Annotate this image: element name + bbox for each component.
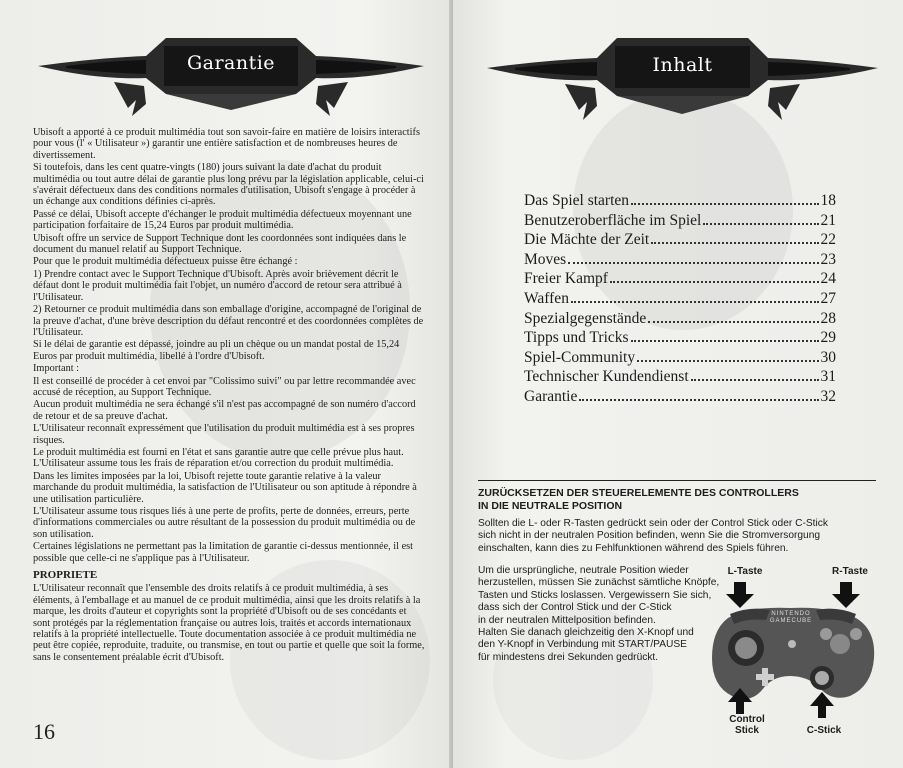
- toc-entry[interactable]: [524, 270, 836, 290]
- toc-entry-title: Waffen: [524, 289, 569, 307]
- warranty-paragraph: L'Utilisateur reconnaît expressément que l'utilisation du produit multimédia est à ses propres risques.: [33, 423, 415, 446]
- reset-heading-line: ZURÜCKSETZEN DER STEUERELEMENTE DES CONTROLLERS: [478, 487, 799, 499]
- toc-entry[interactable]: [524, 349, 836, 369]
- warranty-paragraph: Ubisoft a apporté à ce produit multimédia tout son savoir-faire en matière de loisirs interactifs pour vous (l' « Utilisateur ») garantir une entière satisfaction et de nombreuses heures de divertissement.: [33, 127, 420, 161]
- toc-leader-dots: [568, 262, 818, 264]
- toc-entry-page: 28: [820, 309, 836, 327]
- toc-leader-dots: [691, 379, 819, 381]
- toc-entry[interactable]: [524, 231, 836, 251]
- toc-entry[interactable]: [524, 251, 836, 271]
- warranty-paragraph: L'Utilisateur assume tous risques liés à une perte de profits, perte de données, erreurs, perte d'informations commerciales ou autre résultant de la possession du produit multimédia ou de son utilisation.: [33, 506, 416, 540]
- warranty-paragraph: Pour que le produit multimédia défectueux puisse être échangé :: [33, 256, 298, 268]
- warranty-paragraph: 1) Prendre contact avec le Support Technique d'Ubisoft. Après avoir brièvement décrit le défaut dont le produit multimédia fait l'objet, un numéro d'accord de retour sera attribué à l'Utilisateur.: [33, 268, 402, 303]
- toc-entry-title: Technischer Kundendienst: [524, 368, 689, 386]
- toc-entry-page: 18: [820, 192, 836, 209]
- r-button-label: R-Taste: [832, 566, 868, 577]
- instruction-line: Halten Sie danach gleichzeitig den X-Knopf und: [478, 627, 694, 639]
- toc-entry[interactable]: [524, 368, 836, 388]
- propriete-paragraph: L'Utilisateur reconnaît que l'ensemble des droits relatifs à ce produit multimédia, à ses éléments, à l'emballage et au manuel de ce produit multimédia, ainsi que les droits relatifs à la marque, les droits d'auteur et copyrights sont la propriété d'Ubisoft ou de ses concédants et sont protégés par la réglementation française ou autres lois, traités et accords internationaux relatifs à la propriété intellectuelle. Toute documentation associée à ce produit multimédia ne peut être copiée, reproduite, traduite, ou transmise, en tout ou partie et quelle que soit la forme, sans le consentement préalable écrit d'Ubisoft.: [33, 583, 425, 663]
- reset-paragraph: [478, 518, 828, 555]
- toc-entry-page: 27: [820, 289, 836, 307]
- toc-leader-dots: [637, 360, 818, 362]
- l-button-label: L-Taste: [727, 566, 763, 577]
- toc-leader-dots: [610, 281, 819, 283]
- blade-ornament-icon: [485, 28, 880, 124]
- toc-entry-page: 21: [820, 211, 836, 229]
- warranty-paragraph: Important :: [33, 363, 80, 375]
- page-number: 16: [33, 719, 55, 744]
- toc-leader-dots: [631, 203, 818, 205]
- reset-heading: [478, 487, 878, 513]
- garantie-banner: [36, 28, 426, 120]
- section-divider: [478, 480, 876, 481]
- reset-heading-line: IN DIE NEUTRALE POSITION: [478, 500, 623, 512]
- toc-leader-dots: [648, 321, 818, 323]
- toc-entry[interactable]: [524, 388, 836, 408]
- propriete-heading: PROPRIETE: [33, 569, 98, 582]
- toc-entry-title: Das Spiel starten: [524, 192, 630, 209]
- toc-leader-dots: [703, 223, 818, 225]
- control-stick-label-line: Control: [729, 714, 765, 725]
- warranty-paragraph: Le produit multimédia est fourni en l'état et sans garantie autre que celle prévue plus haut. L'Utilisateur assume tous les frais de réparation et/ou correction du produit multimédia.: [33, 446, 404, 470]
- brand-line: NINTENDO: [771, 611, 811, 617]
- toc-leader-dots: [631, 340, 819, 342]
- control-stick-label: [722, 714, 772, 736]
- warranty-paragraph: Passé ce délai, Ubisoft accepte d'échanger le produit multimédia défectueux moyennant une participation forfaitaire de 15,24 Euros par produit multimédia.: [33, 208, 412, 232]
- warranty-text: [33, 127, 425, 664]
- toc-entry-title: Freier Kampf: [524, 270, 608, 288]
- instruction-line: in der neutralen Mittelposition befinden.: [478, 614, 656, 626]
- toc-entry-page: 30: [820, 348, 836, 366]
- toc-entry-title: Garantie: [524, 387, 578, 405]
- toc-entry-title: Die Mächte der Zeit: [524, 231, 650, 249]
- reset-paragraph-line: sich nicht in der neutralen Position befinden, wenn Sie die Stromversorgung: [478, 530, 821, 542]
- left-page-title: Garantie: [186, 52, 276, 74]
- toc-entry-title: Benutzeroberfläche im Spiel: [524, 211, 702, 229]
- toc-entry-page: 23: [820, 250, 836, 268]
- control-stick-label-line: Stick: [735, 725, 759, 736]
- reset-paragraph-line: einschalten, kann dies zu Fehlfunktionen während des Spiels führen.: [478, 542, 789, 554]
- toc-entry-title: Spezialgegenstände: [524, 309, 647, 327]
- toc-entry-page: 31: [820, 368, 836, 386]
- toc-leader-dots: [571, 301, 819, 303]
- instruction-paragraph: [478, 565, 719, 664]
- inhalt-banner: [485, 28, 880, 124]
- brand-line: GAMECUBE: [769, 618, 813, 624]
- warranty-paragraph: Certaines législations ne permettant pas la limitation de garantie ci-dessus mentionnée, il est possible que celle-ci ne s'applique pas à l'Utilisateur.: [33, 541, 414, 564]
- table-of-contents: [524, 192, 836, 408]
- controller-brand: [756, 611, 826, 625]
- warranty-paragraph: Dans les limites imposées par la loi, Ubisoft rejette toute garantie relative à la valeur marchande du produit multimédia, la satisfaction de l'Utilisateur ou son aptitude à répondre à une utilisation particulière.: [33, 470, 417, 505]
- c-stick-label: C-Stick: [806, 725, 842, 736]
- instruction-line: herzustellen, müssen Sie zunächst sämtliche Knöpfe,: [478, 577, 720, 589]
- warranty-paragraph: Ubisoft offre un service de Support Technique dont les coordonnées sont indiquées dans le document du manuel relatif au Support Technique.: [33, 232, 407, 256]
- toc-entry[interactable]: [524, 212, 836, 232]
- instruction-line: Tasten und Sticks loslassen. Vergewissern Sie sich,: [478, 589, 712, 601]
- toc-entry-page: 24: [820, 270, 836, 288]
- toc-leader-dots: [579, 399, 818, 401]
- toc-entry-page: 32: [820, 387, 836, 405]
- toc-entry[interactable]: [524, 290, 836, 310]
- toc-entry[interactable]: [524, 192, 836, 212]
- toc-entry[interactable]: [524, 329, 836, 349]
- toc-entry[interactable]: [524, 310, 836, 330]
- warranty-paragraph: Aucun produit multimédia ne sera échangé s'il n'est pas accompagné de son numéro d'accord de retour et de sa preuve d'achat.: [33, 399, 416, 422]
- warranty-paragraph: Si le délai de garantie est dépassé, joindre au pli un chèque ou un mandat postal de 15,24 Euros par produit multimédia, libellé à l'ordre d'Ubisoft.: [33, 339, 400, 362]
- warranty-paragraph: 2) Retourner ce produit multimédia dans son emballage d'origine, accompagné de l'original de la preuve d'achat, d'une brève description du défaut rencontré et des coordonnées complètes de l'Utilisateur.: [33, 304, 424, 338]
- gamecube-controller-icon: [700, 578, 890, 728]
- toc-entry-page: 29: [820, 329, 836, 347]
- blade-ornament-icon: [36, 28, 426, 120]
- toc-entry-page: 22: [820, 231, 836, 249]
- instruction-line: den Y-Knopf in Verbindung mit START/PAUSE: [478, 639, 687, 651]
- reset-paragraph-line: Sollten die L- oder R-Tasten gedrückt sein oder der Control Stick oder C-Stick: [478, 518, 828, 529]
- instruction-line: Um die ursprüngliche, neutrale Position wieder: [478, 565, 689, 576]
- toc-entry-title: Spiel-Community: [524, 348, 636, 366]
- warranty-paragraph: Si toutefois, dans les cent quatre-vingts (180) jours suivant la date d'achat du produit multimédia ou tout autre délai de garantie plus long prévu par la législation applicable, celui-ci s'avérait défectueux dans des conditions normales d'utilisation, Ubisoft s'engage à procéder à un échange aux conditions définies ci-après.: [33, 162, 424, 208]
- toc-leader-dots: [651, 242, 818, 244]
- instruction-line: für mindestens drei Sekunden gedrückt.: [478, 651, 659, 663]
- instruction-line: dass sich der Control Stick und der C-Stick: [478, 602, 672, 614]
- right-page-title: Inhalt: [652, 54, 713, 76]
- warranty-paragraph: Il est conseillé de procéder à cet envoi par "Colissimo suivi" ou par lettre recommandée avec accusé de réception, au Support Technique.: [33, 375, 416, 398]
- toc-entry-title: Tipps und Tricks: [524, 329, 629, 347]
- toc-entry-title: Moves: [524, 250, 567, 268]
